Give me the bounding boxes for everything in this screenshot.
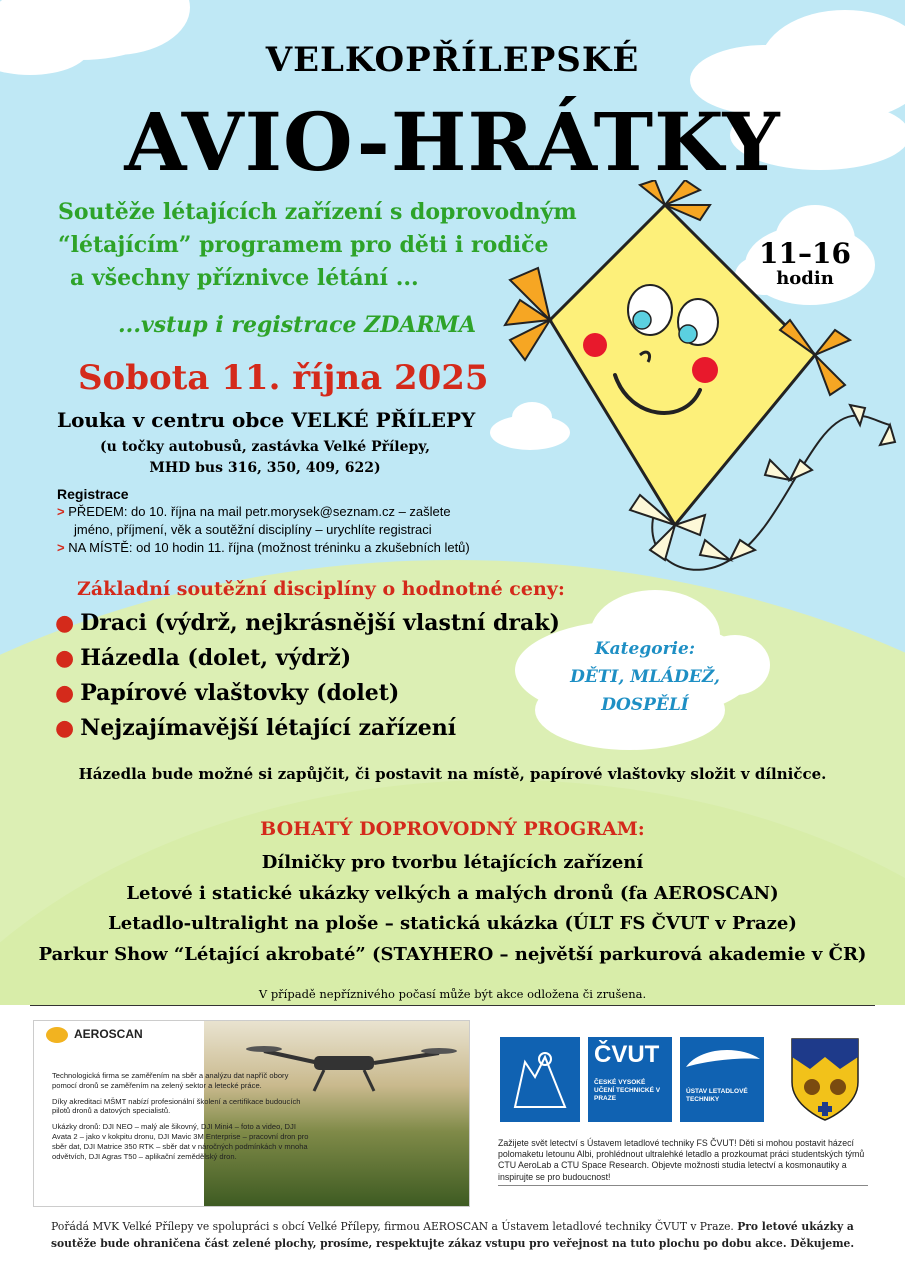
intro-line-3: a všechny příznivce létání ... <box>70 265 419 291</box>
registration-line-3 <box>57 539 470 557</box>
event-place: Louka v centru obce VELKÉ PŘÍLEPY <box>57 408 476 432</box>
list-item: Letadlo-ultralight na ploše – statická ukázka (ÚLT FS ČVUT v Praze) <box>108 913 797 934</box>
discipline-label: Papírové vlaštovky (dolet) <box>80 680 400 706</box>
ult-logo <box>680 1037 764 1122</box>
categories-heading: Kategorie: <box>594 639 696 659</box>
list-item <box>55 715 560 750</box>
intro-line-2: “létajícím” programem pro děti i rodiče <box>58 232 549 258</box>
place-detail-1: (u točky autobusů, zastávka Velké Přílepy, <box>100 439 430 455</box>
coat-of-arms-icon <box>790 1037 860 1122</box>
discipline-label: Nejzajímavější létající zařízení <box>80 715 457 741</box>
cvut-name: ČVUT <box>594 1041 660 1068</box>
disciplines-list <box>55 610 560 750</box>
list-item: Dílničky pro tvorbu létajících zařízení <box>261 852 644 873</box>
bullet-icon: ● <box>55 680 75 706</box>
main-title: AVIO-HRÁTKY <box>124 95 781 189</box>
cvut-description: Zažijete svět letectví s Ústavem letadlové techniky FS ČVUT! Děti si mohou postavit házecí polomaketu letounu Albi, prohlédnout ultralehké letadlo a prozkoumat práci studentských týmů CTU AeroLab a CTU Space Research. Objevte možnosti studia letectví a kosmonautiky a inspirujte se pro budoucnost! <box>498 1138 868 1186</box>
list-item: Letové i statické ukázky velkých a malých dronů (fa AEROSCAN) <box>126 882 779 904</box>
cvut-subtitle: ČESKÉ VYSOKÉ UČENÍ TECHNICKÉ V PRAZE <box>594 1079 661 1102</box>
registration-section <box>57 485 470 557</box>
hours-range: 11–16 <box>759 237 851 270</box>
event-place-details <box>100 437 430 479</box>
disciplines-heading: Základní soutěžní disciplíny o hodnotné ceny: <box>77 578 565 600</box>
hours-unit: hodin <box>776 268 834 289</box>
intro-line-1: Soutěže létajících zařízení s doprovodným <box>58 199 577 225</box>
footer-organizer: Pořádá MVK Velké Přílepy ve spolupráci s obcí Velké Přílepy, firmou AEROSCAN a Ústavem letadlové techniky ČVUT v Praze. <box>51 1220 734 1233</box>
aeroscan-p2: Díky akreditaci MŠMT nabízí profesionální školení a certifikace budoucích pilotů dronů a datových specialistů. <box>52 1096 301 1116</box>
aeroscan-text <box>52 1071 312 1167</box>
place-detail-2: MHD bus 316, 350, 409, 622) <box>149 460 381 476</box>
airfoil-icon <box>680 1037 764 1077</box>
bullet-icon: ● <box>55 645 75 671</box>
aeroscan-p3: Ukázky dronů: DJI NEO – malý ale šikovný, DJI Mini4 – foto a video, DJI Avata 2 – jako v kokpitu dronu, DJI Mavic 3M Enterprise – pracovní dron pro sběr dat, DJI Matrice 350 RTK – sběr dat v náročných podmínkách v mnoha odvětvích, DJI Agras T50 – aplikační zemědělský dron. <box>52 1122 309 1161</box>
registration-line-2: jméno, příjmení, věk a soutěžní disciplíny – urychlíte registraci <box>74 522 432 537</box>
weather-note: V případě nepříznivého počasí může být akce odložena či zrušena. <box>258 987 647 1001</box>
ult-name: ÚSTAV LETADLOVÉ TECHNIKY <box>686 1088 748 1103</box>
footer-warning: Pro letové ukázky a soutěže bude ohraničena část zelené plochy, prosíme, respektujte zákaz vstupu pro veřejnost na tuto plochu po dobu akce. Děkujeme. <box>50 1220 855 1250</box>
categories-line-2: DOSPĚLÍ <box>601 695 689 715</box>
list-item <box>55 680 560 715</box>
event-date: Sobota 11. října 2025 <box>78 358 489 398</box>
bee-icon <box>46 1027 68 1043</box>
categories-line-1: DĚTI, MLÁDEŽ, <box>570 667 720 687</box>
aeroscan-ad <box>33 1020 470 1207</box>
aeroscan-logo <box>46 1027 143 1043</box>
lion-icon <box>500 1037 580 1122</box>
kite-bow-left <box>505 268 550 360</box>
cvut-logo <box>588 1037 672 1122</box>
bullet-icon: ● <box>55 715 75 741</box>
hours-badge <box>755 238 855 288</box>
aeroscan-logo-text: AEROSCAN <box>74 1027 143 1042</box>
list-item: Parkur Show “Létající akrobaté” (STAYHERO – největší parkurová akademie v ČR) <box>38 943 867 965</box>
arrow-icon: > <box>57 504 65 519</box>
bullet-icon: ● <box>55 610 75 636</box>
list-item <box>55 610 560 645</box>
discipline-label: Házedla (dolet, výdrž) <box>80 645 352 671</box>
registration-line-1 <box>57 503 470 521</box>
registration-onsite-text: NA MÍSTĚ: od 10 hodin 11. října (možnost tréninku a zkušebních letů) <box>68 540 470 555</box>
footer <box>30 1218 875 1252</box>
discipline-label: Draci (výdrž, nejkrásnější vlastní drak) <box>80 610 560 636</box>
disciplines-note: Házedla bude možné si zapůjčit, či postavit na místě, papírové vlaštovky složit v dílničce. <box>78 765 827 783</box>
program-list <box>0 848 905 970</box>
registration-heading: Registrace <box>57 486 129 502</box>
program-heading: BOHATÝ DOPROVODNÝ PROGRAM: <box>260 818 645 840</box>
intro-line-4: ...vstup i registrace ZDARMA <box>118 312 477 338</box>
list-item <box>55 645 560 680</box>
cvut-lion-logo <box>500 1037 580 1122</box>
aeroscan-p1: Technologická firma se zaměřením na sběr a analýzu dat napříč obory pomocí dronů se zaměřením na zelený sektor a letecké práce. <box>52 1071 289 1090</box>
registration-advance-text: PŘEDEM: do 10. října na mail petr.morysek@seznam.cz – zašlete <box>68 504 451 519</box>
categories-cloud <box>550 635 740 719</box>
divider <box>30 1005 875 1006</box>
arrow-icon: > <box>57 540 65 555</box>
supertitle: VELKOPŘÍLEPSKÉ <box>265 40 640 80</box>
